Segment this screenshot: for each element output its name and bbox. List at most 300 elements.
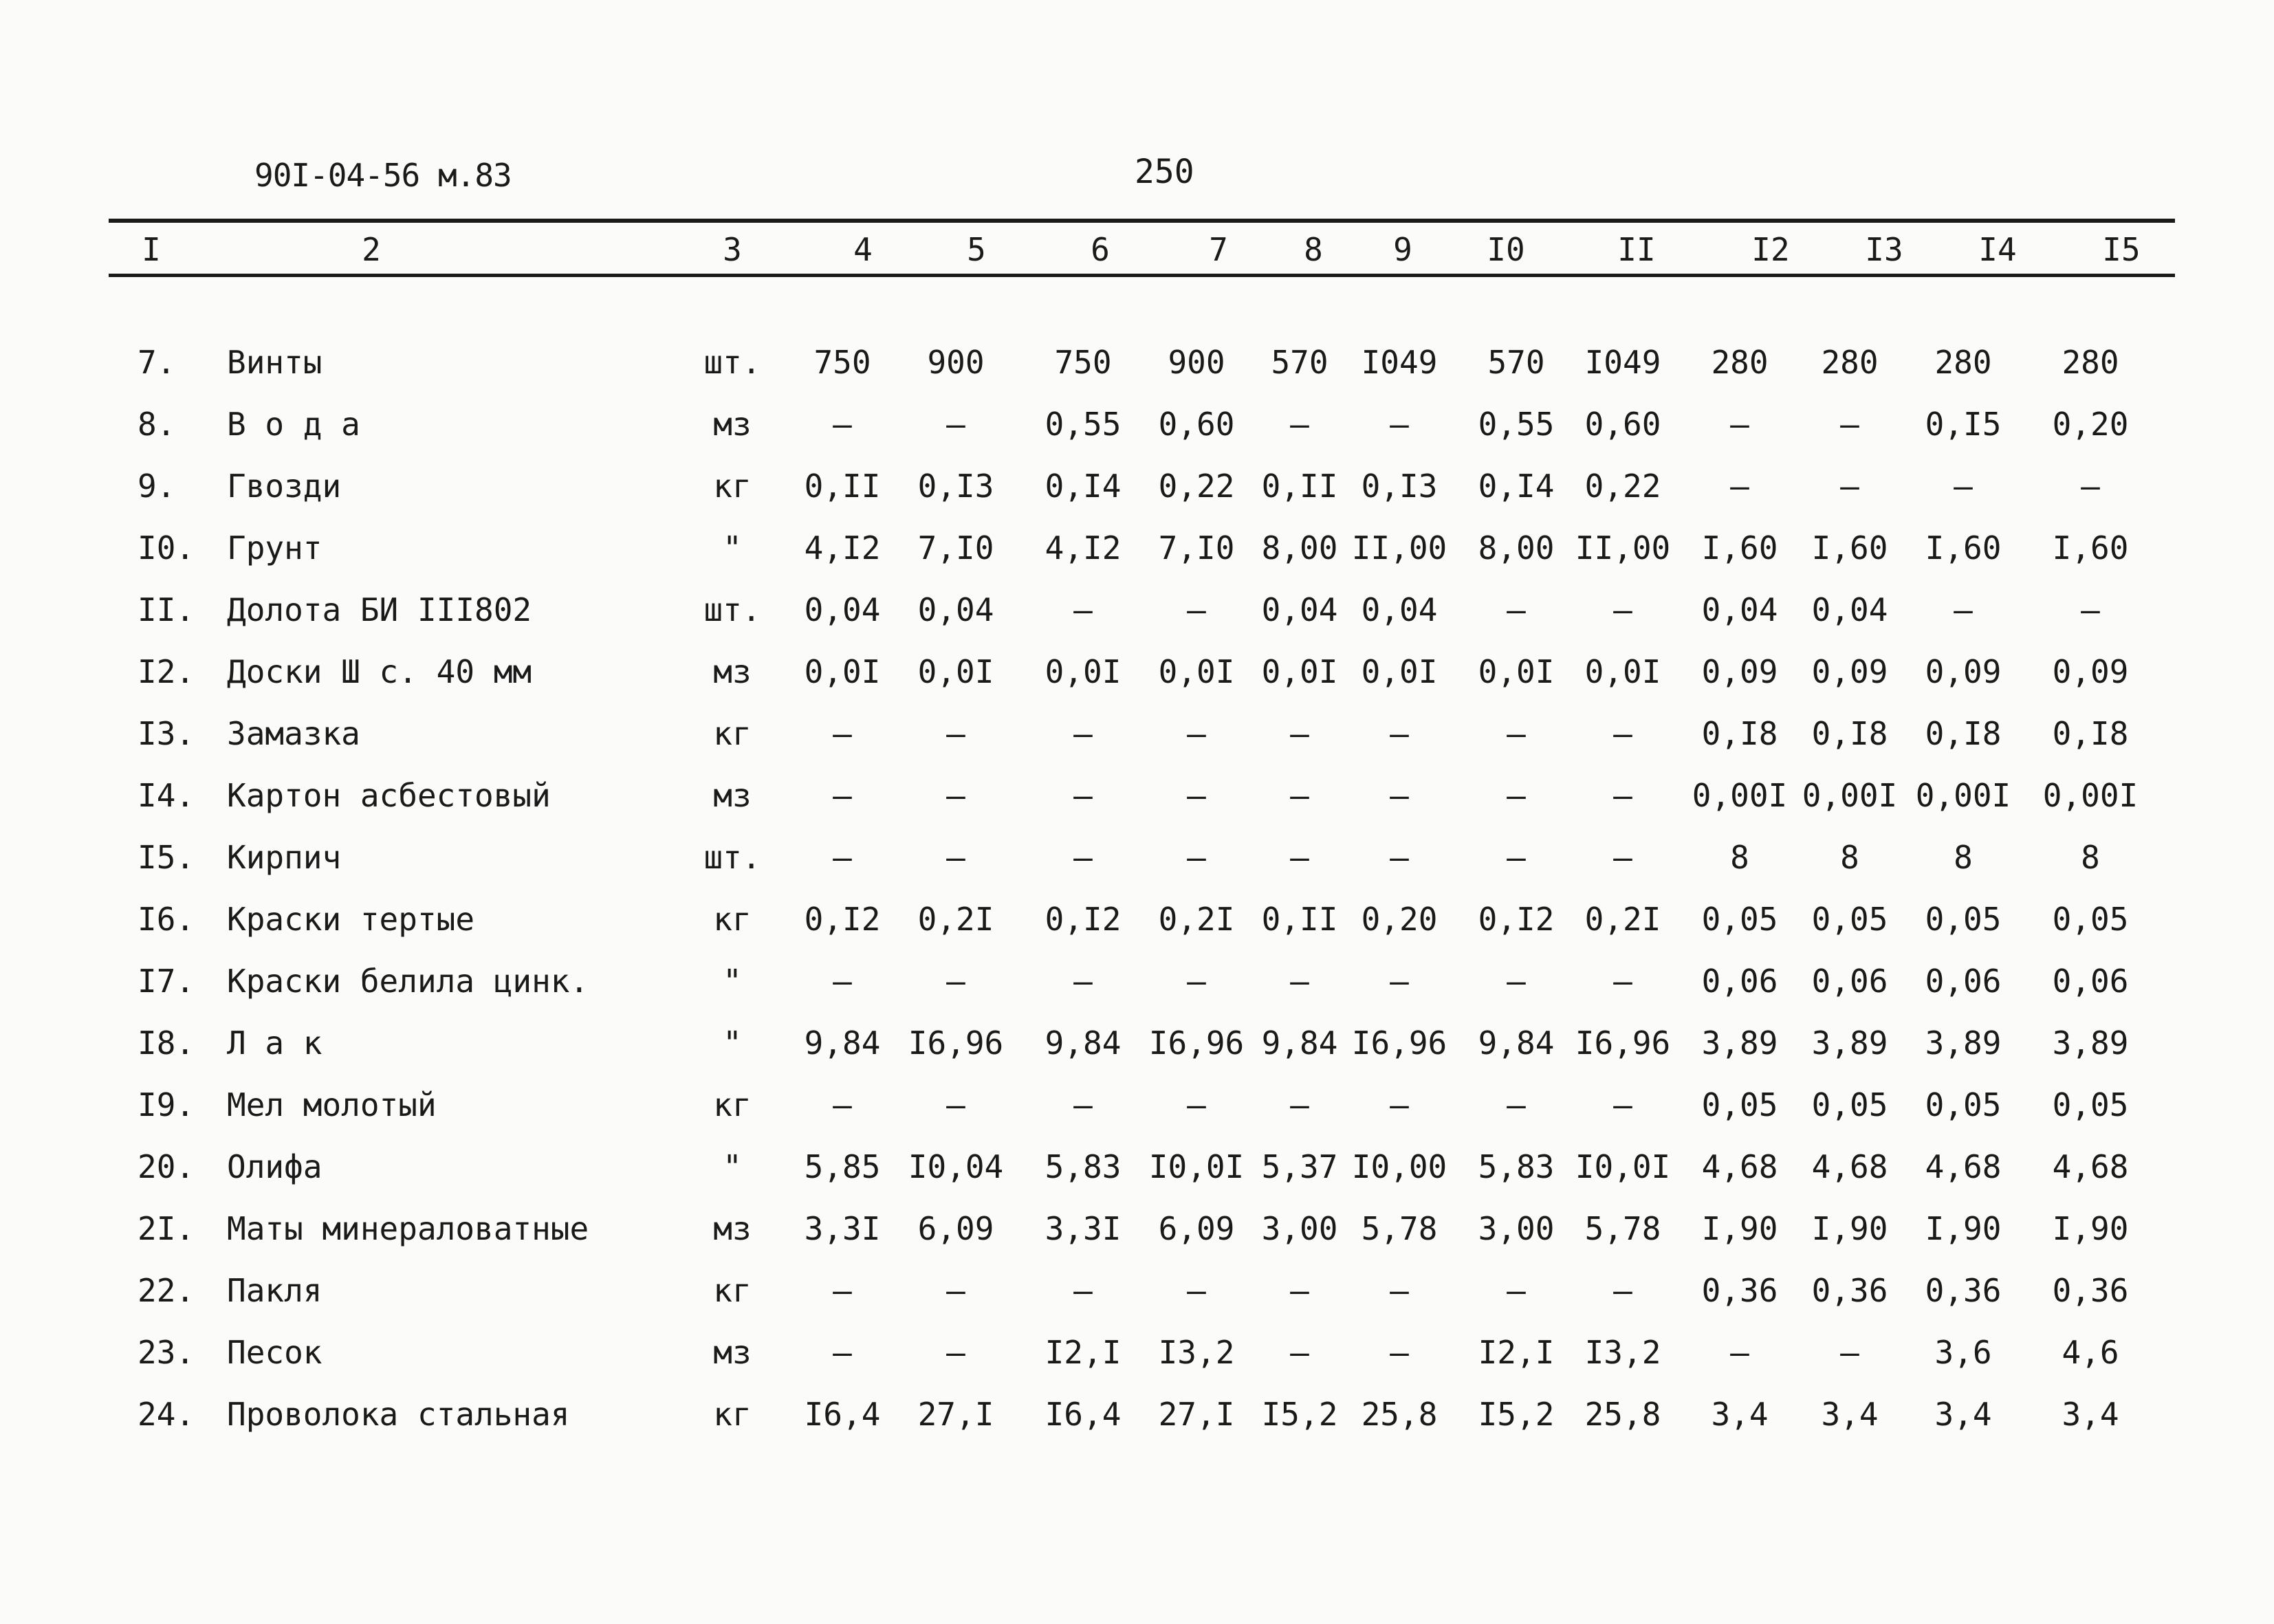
value-cell: 3,89 <box>1925 1024 2002 1062</box>
value-cell: – <box>1290 1334 1309 1371</box>
value-cell: 7,I0 <box>1158 529 1235 567</box>
value-cell: I,90 <box>1701 1210 1778 1247</box>
row-number: 24. <box>138 1396 195 1433</box>
material-name: Олифа <box>227 1148 322 1185</box>
value-cell: – <box>1613 1272 1632 1309</box>
value-cell: – <box>1507 715 1526 752</box>
column-header-11: II <box>1617 231 1656 268</box>
value-cell: 0,55 <box>1045 406 1122 443</box>
column-header-8: 8 <box>1304 231 1323 268</box>
table-row <box>0 963 2274 1011</box>
value-cell: – <box>1507 839 1526 876</box>
value-cell: 0,I3 <box>1361 468 1438 505</box>
value-cell: 0,I2 <box>804 901 881 938</box>
table-row <box>0 1210 2274 1258</box>
unit-cell: " <box>723 1024 742 1062</box>
value-cell: 280 <box>1934 344 1992 381</box>
value-cell: – <box>1507 1086 1526 1123</box>
value-cell: – <box>946 963 965 1000</box>
column-header-7: 7 <box>1209 231 1228 268</box>
value-cell: 0,2I <box>917 901 994 938</box>
table-row <box>0 1334 2274 1382</box>
row-number: I4. <box>138 777 195 814</box>
header-top-rule <box>109 219 2175 223</box>
value-cell: 3,89 <box>1811 1024 1888 1062</box>
value-cell: – <box>833 1334 852 1371</box>
value-cell: 0,55 <box>1478 406 1555 443</box>
value-cell: 4,I2 <box>1045 529 1122 567</box>
table-row <box>0 344 2274 392</box>
value-cell: I,60 <box>1925 529 2002 567</box>
row-number: I5. <box>138 839 195 876</box>
value-cell: – <box>833 406 852 443</box>
material-name: Маты минераловатные <box>227 1210 589 1247</box>
value-cell: I6,96 <box>1148 1024 1245 1062</box>
value-cell: II,00 <box>1575 529 1671 567</box>
value-cell: I,60 <box>1701 529 1778 567</box>
value-cell: – <box>1390 406 1409 443</box>
value-cell: II,00 <box>1351 529 1447 567</box>
value-cell: 0,II <box>1261 468 1338 505</box>
unit-cell: мз <box>713 653 752 690</box>
value-cell: 5,37 <box>1261 1148 1338 1185</box>
value-cell: – <box>1613 715 1632 752</box>
value-cell: 0,06 <box>1925 963 2002 1000</box>
material-name: Картон асбестовый <box>227 777 551 814</box>
unit-cell: кг <box>713 1086 752 1123</box>
value-cell: – <box>1954 468 1973 505</box>
value-cell: 750 <box>813 344 871 381</box>
value-cell: 0,20 <box>1361 901 1438 938</box>
value-cell: 8,00 <box>1261 529 1338 567</box>
value-cell: – <box>1187 839 1206 876</box>
value-cell: – <box>946 1086 965 1123</box>
value-cell: – <box>833 777 852 814</box>
value-cell: 0,00I <box>1802 777 1898 814</box>
value-cell: 3,89 <box>2052 1024 2129 1062</box>
value-cell: – <box>1290 1272 1309 1309</box>
value-cell: I2,I <box>1478 1334 1555 1371</box>
value-cell: 0,05 <box>1701 1086 1778 1123</box>
column-header-13: I3 <box>1865 231 1903 268</box>
material-name: Краски белила цинк. <box>227 963 589 1000</box>
material-name: Замазка <box>227 715 360 752</box>
value-cell: 8,00 <box>1478 529 1555 567</box>
value-cell: 0,I4 <box>1045 468 1122 505</box>
value-cell: – <box>1390 1272 1409 1309</box>
value-cell: – <box>946 777 965 814</box>
value-cell: 0,09 <box>1811 653 1888 690</box>
value-cell: – <box>1507 1272 1526 1309</box>
value-cell: 4,68 <box>1811 1148 1888 1185</box>
value-cell: – <box>1390 839 1409 876</box>
value-cell: – <box>1187 715 1206 752</box>
table-row <box>0 653 2274 701</box>
table-row <box>0 901 2274 949</box>
value-cell: – <box>946 1272 965 1309</box>
row-number: I0. <box>138 529 195 567</box>
value-cell: 0,I2 <box>1478 901 1555 938</box>
value-cell: 0,2I <box>1158 901 1235 938</box>
value-cell: – <box>833 963 852 1000</box>
value-cell: – <box>1290 715 1309 752</box>
value-cell: – <box>1730 406 1749 443</box>
value-cell: – <box>1390 963 1409 1000</box>
value-cell: 0,0I <box>1361 653 1438 690</box>
value-cell: 0,60 <box>1158 406 1235 443</box>
value-cell: 0,05 <box>1811 1086 1888 1123</box>
value-cell: 0,0I <box>917 653 994 690</box>
value-cell: I2,I <box>1045 1334 1122 1371</box>
value-cell: – <box>1290 1086 1309 1123</box>
value-cell: 0,0I <box>1478 653 1555 690</box>
value-cell: 25,8 <box>1361 1396 1438 1433</box>
value-cell: 9,84 <box>1478 1024 1555 1062</box>
document-code: 90I-04-56 м.83 <box>254 157 512 194</box>
column-header-5: 5 <box>967 231 986 268</box>
value-cell: – <box>1840 406 1859 443</box>
value-cell: I6,96 <box>1575 1024 1671 1062</box>
unit-cell: мз <box>713 406 752 443</box>
table-row <box>0 529 2274 578</box>
unit-cell: кг <box>713 1396 752 1433</box>
row-number: 9. <box>138 468 176 505</box>
value-cell: – <box>1290 963 1309 1000</box>
value-cell: 9,84 <box>804 1024 881 1062</box>
value-cell: 0,36 <box>1811 1272 1888 1309</box>
value-cell: – <box>1073 715 1093 752</box>
value-cell: – <box>946 839 965 876</box>
value-cell: 25,8 <box>1584 1396 1661 1433</box>
value-cell: 3,6 <box>1934 1334 1992 1371</box>
column-header-12: I2 <box>1751 231 1790 268</box>
row-number: I8. <box>138 1024 195 1062</box>
value-cell: 9,84 <box>1045 1024 1122 1062</box>
value-cell: 6,09 <box>917 1210 994 1247</box>
unit-cell: мз <box>713 777 752 814</box>
value-cell: – <box>1390 715 1409 752</box>
row-number: I9. <box>138 1086 195 1123</box>
value-cell: I,60 <box>1811 529 1888 567</box>
table-row <box>0 1272 2274 1320</box>
value-cell: 900 <box>1168 344 1225 381</box>
value-cell: 570 <box>1487 344 1545 381</box>
row-number: 2I. <box>138 1210 195 1247</box>
value-cell: 4,68 <box>1701 1148 1778 1185</box>
value-cell: 8 <box>1954 839 1973 876</box>
value-cell: 4,I2 <box>804 529 881 567</box>
value-cell: 5,83 <box>1478 1148 1555 1185</box>
value-cell: 0,22 <box>1584 468 1661 505</box>
unit-cell: кг <box>713 901 752 938</box>
unit-cell: " <box>723 1148 742 1185</box>
value-cell: 0,00I <box>1692 777 1788 814</box>
column-header-4: 4 <box>853 231 873 268</box>
value-cell: 0,05 <box>1925 901 2002 938</box>
value-cell: 3,4 <box>1821 1396 1879 1433</box>
value-cell: – <box>1073 839 1093 876</box>
material-name: Пакля <box>227 1272 322 1309</box>
value-cell: 8 <box>1730 839 1749 876</box>
value-cell: 0,06 <box>2052 963 2129 1000</box>
unit-cell: кг <box>713 715 752 752</box>
row-number: 7. <box>138 344 176 381</box>
value-cell: – <box>1073 1086 1093 1123</box>
value-cell: – <box>1954 591 1973 628</box>
value-cell: – <box>1613 1086 1632 1123</box>
row-number: I6. <box>138 901 195 938</box>
table-row <box>0 777 2274 825</box>
value-cell: 0,0I <box>1045 653 1122 690</box>
value-cell: 280 <box>2062 344 2119 381</box>
value-cell: 0,I8 <box>2052 715 2129 752</box>
value-cell: 0,I3 <box>917 468 994 505</box>
value-cell: 0,05 <box>2052 901 2129 938</box>
value-cell: 0,I2 <box>1045 901 1122 938</box>
material-name: Проволока стальная <box>227 1396 570 1433</box>
value-cell: 4,68 <box>1925 1148 2002 1185</box>
column-header-1: I <box>142 231 161 268</box>
value-cell: – <box>1187 777 1206 814</box>
value-cell: 0,36 <box>2052 1272 2129 1309</box>
value-cell: 5,78 <box>1584 1210 1661 1247</box>
value-cell: 0,0I <box>1584 653 1661 690</box>
column-header-15: I5 <box>2102 231 2141 268</box>
value-cell: – <box>1613 839 1632 876</box>
value-cell: 280 <box>1711 344 1769 381</box>
value-cell: 3,4 <box>1711 1396 1769 1433</box>
value-cell: 4,68 <box>2052 1148 2129 1185</box>
material-name: Доски Ш с. 40 мм <box>227 653 532 690</box>
value-cell: 3,00 <box>1261 1210 1338 1247</box>
value-cell: 0,06 <box>1811 963 1888 1000</box>
row-number: 20. <box>138 1148 195 1185</box>
value-cell: 0,I8 <box>1811 715 1888 752</box>
value-cell: – <box>1730 468 1749 505</box>
value-cell: – <box>1290 406 1309 443</box>
row-number: 8. <box>138 406 176 443</box>
value-cell: – <box>1290 777 1309 814</box>
value-cell: – <box>1840 1334 1859 1371</box>
value-cell: 4,6 <box>2062 1334 2119 1371</box>
material-name: Мел молотый <box>227 1086 437 1123</box>
value-cell: 0,I4 <box>1478 468 1555 505</box>
value-cell: 3,3I <box>1045 1210 1122 1247</box>
material-name: Краски тертые <box>227 901 475 938</box>
value-cell: 0,09 <box>2052 653 2129 690</box>
value-cell: – <box>1613 963 1632 1000</box>
value-cell: 0,04 <box>917 591 994 628</box>
value-cell: 0,06 <box>1701 963 1778 1000</box>
value-cell: I5,2 <box>1478 1396 1555 1433</box>
value-cell: 5,85 <box>804 1148 881 1185</box>
material-name: Грунт <box>227 529 322 567</box>
value-cell: – <box>2081 468 2100 505</box>
value-cell: 0,05 <box>1701 901 1778 938</box>
value-cell: I,60 <box>2052 529 2129 567</box>
value-cell: 900 <box>927 344 985 381</box>
value-cell: – <box>1073 1272 1093 1309</box>
column-header-6: 6 <box>1091 231 1110 268</box>
value-cell: – <box>1840 468 1859 505</box>
value-cell: I6,96 <box>908 1024 1004 1062</box>
value-cell: – <box>1507 777 1526 814</box>
row-number: 23. <box>138 1334 195 1371</box>
value-cell: I049 <box>1584 344 1661 381</box>
value-cell: 0,36 <box>1701 1272 1778 1309</box>
value-cell: I,90 <box>2052 1210 2129 1247</box>
header-bottom-rule <box>109 274 2175 277</box>
page-number: 250 <box>1135 153 1194 191</box>
value-cell: I049 <box>1361 344 1438 381</box>
value-cell: 0,36 <box>1925 1272 2002 1309</box>
value-cell: 0,20 <box>2052 406 2129 443</box>
table-row <box>0 406 2274 454</box>
value-cell: 0,0I <box>1261 653 1338 690</box>
value-cell: 27,I <box>917 1396 994 1433</box>
value-cell: – <box>1073 777 1093 814</box>
value-cell: – <box>2081 591 2100 628</box>
row-number: 22. <box>138 1272 195 1309</box>
value-cell: 0,0I <box>804 653 881 690</box>
value-cell: 5,83 <box>1045 1148 1122 1185</box>
value-cell: – <box>833 839 852 876</box>
value-cell: 7,I0 <box>917 529 994 567</box>
value-cell: – <box>1730 1334 1749 1371</box>
value-cell: – <box>1507 963 1526 1000</box>
unit-cell: " <box>723 963 742 1000</box>
value-cell: – <box>833 1272 852 1309</box>
value-cell: 9,84 <box>1261 1024 1338 1062</box>
unit-cell: кг <box>713 1272 752 1309</box>
value-cell: 3,4 <box>1934 1396 1992 1433</box>
unit-cell: шт. <box>703 839 761 876</box>
table-row <box>0 468 2274 516</box>
value-cell: 0,04 <box>1701 591 1778 628</box>
material-name: Песок <box>227 1334 322 1371</box>
value-cell: I3,2 <box>1158 1334 1235 1371</box>
value-cell: 0,09 <box>1701 653 1778 690</box>
value-cell: 0,2I <box>1584 901 1661 938</box>
value-cell: 8 <box>1840 839 1859 876</box>
table-row <box>0 1148 2274 1196</box>
unit-cell: шт. <box>703 344 761 381</box>
value-cell: 0,09 <box>1925 653 2002 690</box>
unit-cell: мз <box>713 1210 752 1247</box>
value-cell: – <box>1073 591 1093 628</box>
value-cell: 280 <box>1821 344 1879 381</box>
column-header-2: 2 <box>362 231 381 268</box>
row-number: II. <box>138 591 195 628</box>
value-cell: 0,60 <box>1584 406 1661 443</box>
value-cell: 6,09 <box>1158 1210 1235 1247</box>
value-cell: I6,4 <box>1045 1396 1122 1433</box>
value-cell: 0,04 <box>804 591 881 628</box>
value-cell: 0,II <box>1261 901 1338 938</box>
material-name: Кирпич <box>227 839 342 876</box>
value-cell: 0,05 <box>1811 901 1888 938</box>
value-cell: I5,2 <box>1261 1396 1338 1433</box>
value-cell: 0,05 <box>2052 1086 2129 1123</box>
value-cell: 0,05 <box>1925 1086 2002 1123</box>
value-cell: I0,00 <box>1351 1148 1447 1185</box>
value-cell: 0,04 <box>1361 591 1438 628</box>
value-cell: – <box>946 406 965 443</box>
table-row <box>0 1086 2274 1134</box>
value-cell: 3,4 <box>2062 1396 2119 1433</box>
value-cell: 570 <box>1271 344 1329 381</box>
value-cell: 750 <box>1054 344 1112 381</box>
value-cell: – <box>1187 591 1206 628</box>
value-cell: 5,78 <box>1361 1210 1438 1247</box>
value-cell: – <box>946 715 965 752</box>
value-cell: I0,0I <box>1148 1148 1245 1185</box>
value-cell: 0,00I <box>2042 777 2139 814</box>
table-row <box>0 715 2274 763</box>
value-cell: 0,0I <box>1158 653 1235 690</box>
column-header-14: I4 <box>1978 231 2017 268</box>
material-name: Долота БИ III802 <box>227 591 532 628</box>
table-row <box>0 1024 2274 1073</box>
value-cell: 0,00I <box>1915 777 2011 814</box>
row-number: I7. <box>138 963 195 1000</box>
value-cell: I0,04 <box>908 1148 1004 1185</box>
table-row <box>0 839 2274 887</box>
value-cell: 0,I8 <box>1701 715 1778 752</box>
material-name: Винты <box>227 344 322 381</box>
column-header-9: 9 <box>1393 231 1412 268</box>
value-cell: 3,00 <box>1478 1210 1555 1247</box>
material-name: В о д а <box>227 406 360 443</box>
row-number: I2. <box>138 653 195 690</box>
value-cell: 0,II <box>804 468 881 505</box>
value-cell: I3,2 <box>1584 1334 1661 1371</box>
value-cell: I6,4 <box>804 1396 881 1433</box>
value-cell: – <box>1187 1086 1206 1123</box>
value-cell: – <box>1290 839 1309 876</box>
value-cell: – <box>1073 963 1093 1000</box>
value-cell: – <box>1390 1334 1409 1371</box>
value-cell: 3,3I <box>804 1210 881 1247</box>
table-row <box>0 1396 2274 1444</box>
value-cell: 0,04 <box>1811 591 1888 628</box>
value-cell: – <box>1613 777 1632 814</box>
value-cell: 0,I5 <box>1925 406 2002 443</box>
unit-cell: " <box>723 529 742 567</box>
material-name: Гвозди <box>227 468 342 505</box>
row-number: I3. <box>138 715 195 752</box>
unit-cell: кг <box>713 468 752 505</box>
value-cell: I,90 <box>1811 1210 1888 1247</box>
value-cell: I,90 <box>1925 1210 2002 1247</box>
value-cell: – <box>833 1086 852 1123</box>
value-cell: 0,04 <box>1261 591 1338 628</box>
value-cell: 3,89 <box>1701 1024 1778 1062</box>
unit-cell: мз <box>713 1334 752 1371</box>
value-cell: 0,22 <box>1158 468 1235 505</box>
column-header-10: I0 <box>1487 231 1525 268</box>
value-cell: – <box>1390 1086 1409 1123</box>
column-header-3: 3 <box>723 231 742 268</box>
value-cell: – <box>946 1334 965 1371</box>
value-cell: – <box>1187 1272 1206 1309</box>
value-cell: – <box>1187 963 1206 1000</box>
value-cell: 8 <box>2081 839 2100 876</box>
value-cell: – <box>1390 777 1409 814</box>
material-name: Л а к <box>227 1024 322 1062</box>
value-cell: – <box>833 715 852 752</box>
value-cell: 0,I8 <box>1925 715 2002 752</box>
